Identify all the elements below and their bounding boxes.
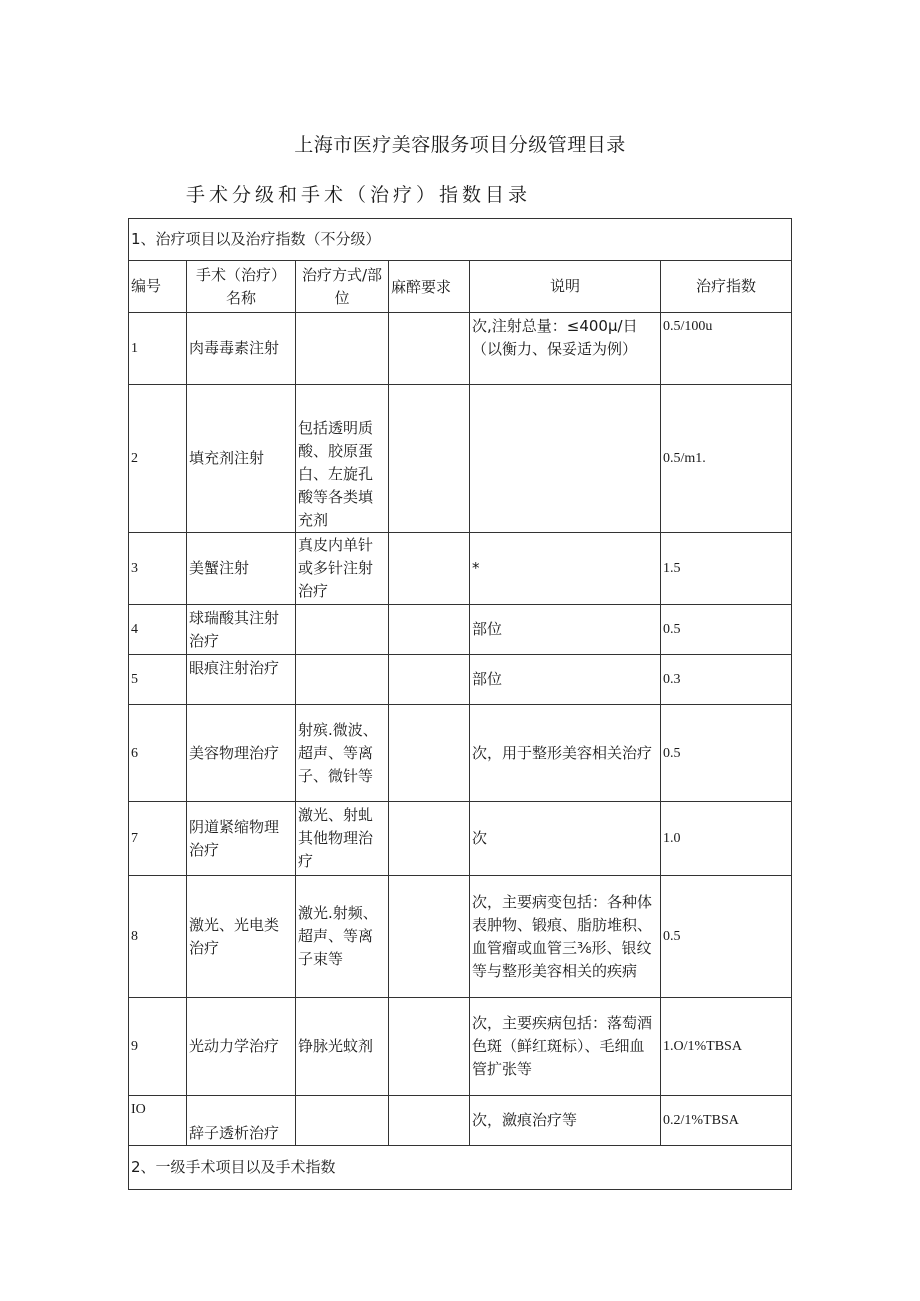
table-row xyxy=(129,313,792,385)
header-index: 治疗指数 xyxy=(661,261,792,313)
row-name: 肉毒毒素注射 xyxy=(187,313,296,385)
row-name: 美蟹注射 xyxy=(187,533,296,605)
treatment-table xyxy=(128,218,792,1190)
row-index: 0.5 xyxy=(661,876,792,998)
row-index: 0.5/m1. xyxy=(661,385,792,533)
row-note: 次 xyxy=(470,802,661,876)
table-row xyxy=(129,705,792,802)
section-heading-1: 1、治疗项目以及治疗指数（不分级） xyxy=(129,219,792,261)
row-note: 次，用于整形美容相关治疗 xyxy=(470,705,661,802)
row-anesthesia xyxy=(389,998,470,1096)
table-row xyxy=(129,655,792,705)
row-number: 9 xyxy=(129,998,187,1096)
row-number: 5 xyxy=(129,655,187,705)
table-row xyxy=(129,998,792,1096)
row-method: 激光、射虬其他物理治疗 xyxy=(296,802,389,876)
row-method xyxy=(296,313,389,385)
row-number: 8 xyxy=(129,876,187,998)
row-anesthesia xyxy=(389,705,470,802)
row-number: 6 xyxy=(129,705,187,802)
row-method: 铮脉光蚊剂 xyxy=(296,998,389,1096)
row-index: 0.2/1%TBSA xyxy=(661,1096,792,1146)
row-note: * xyxy=(470,533,661,605)
row-note xyxy=(470,385,661,533)
row-method: 射殡.微波、超声、等离子、微针等 xyxy=(296,705,389,802)
row-method: 真皮内单针或多针注射治疗 xyxy=(296,533,389,605)
row-method: 包括透明质酸、胶原蛋白、左旋孔酸等各类填充剂 xyxy=(296,385,389,533)
row-name: 球瑞酸其注射治疗 xyxy=(187,605,296,655)
header-number: 编号 xyxy=(129,261,187,313)
row-name: 美容物理治疗 xyxy=(187,705,296,802)
row-number: 2 xyxy=(129,385,187,533)
row-anesthesia xyxy=(389,876,470,998)
header-note: 说明 xyxy=(470,261,661,313)
row-anesthesia xyxy=(389,605,470,655)
table-row xyxy=(129,533,792,605)
row-index: 0.3 xyxy=(661,655,792,705)
row-anesthesia xyxy=(389,1096,470,1146)
row-method xyxy=(296,655,389,705)
row-method xyxy=(296,605,389,655)
row-note: 部位 xyxy=(470,605,661,655)
row-anesthesia xyxy=(389,533,470,605)
header-anesthesia: 麻醉要求 xyxy=(389,261,470,313)
row-number: 1 xyxy=(129,313,187,385)
row-anesthesia xyxy=(389,802,470,876)
row-name: 眼痕注射治疗 xyxy=(187,655,296,705)
row-note: 次,注射总量：≤400μ/日（以衡力、保妥适为例） xyxy=(470,313,661,385)
table-row xyxy=(129,385,792,533)
row-number: 3 xyxy=(129,533,187,605)
header-method: 治疗方式/部位 xyxy=(296,261,389,313)
page-title: 上海市医疗美容服务项目分级管理目录 xyxy=(294,134,626,156)
table-row xyxy=(129,605,792,655)
row-note: 部位 xyxy=(470,655,661,705)
row-index: 1.5 xyxy=(661,533,792,605)
row-note: 次，主要疾病包括：落萄酒色斑（鲜红斑标）、毛细血管扩张等 xyxy=(470,998,661,1096)
row-name: 激光、光电类治疗 xyxy=(187,876,296,998)
row-index: 1.O/1%TBSA xyxy=(661,998,792,1096)
row-anesthesia xyxy=(389,313,470,385)
row-index: 1.0 xyxy=(661,802,792,876)
row-name: 光动力学治疗 xyxy=(187,998,296,1096)
row-name: 辞子透析治疗 xyxy=(187,1096,296,1146)
row-name: 填充剂注射 xyxy=(187,385,296,533)
row-number: IO xyxy=(129,1096,187,1146)
section-heading-2: 2、一级手术项目以及手术指数 xyxy=(129,1146,792,1190)
row-number: 7 xyxy=(129,802,187,876)
header-name: 手术（治疗）名称 xyxy=(187,261,296,313)
table-row xyxy=(129,802,792,876)
page-subtitle: 手术分级和手术（治疗）指数目录 xyxy=(186,184,532,206)
row-note: 次，主要病变包括：各种体表肿物、锻痕、脂肪堆积、血管瘤或血管三⅜形、银纹等与整形美容相关的疾病 xyxy=(470,876,661,998)
row-name: 阴道紧缩物理治疗 xyxy=(187,802,296,876)
table-row xyxy=(129,876,792,998)
row-index: 0.5/100u xyxy=(661,313,792,385)
row-number: 4 xyxy=(129,605,187,655)
row-anesthesia xyxy=(389,385,470,533)
row-note: 次，瀲痕治疗等 xyxy=(470,1096,661,1146)
row-index: 0.5 xyxy=(661,605,792,655)
row-method: 激光.射频、超声、等离子束等 xyxy=(296,876,389,998)
row-method xyxy=(296,1096,389,1146)
row-anesthesia xyxy=(389,655,470,705)
row-index: 0.5 xyxy=(661,705,792,802)
table-row xyxy=(129,1096,792,1146)
